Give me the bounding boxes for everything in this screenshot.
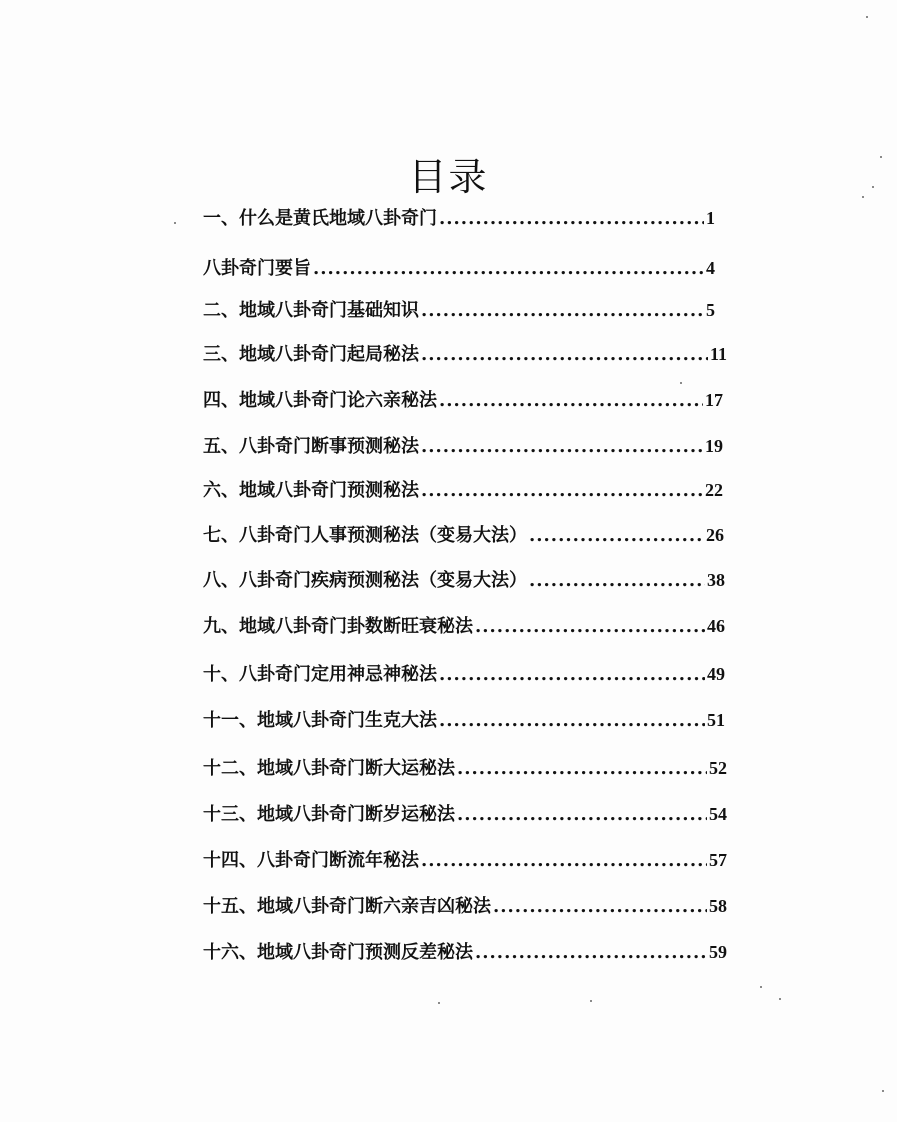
dot-leader bbox=[475, 942, 707, 963]
toc-entry bbox=[203, 521, 724, 547]
dot-leader bbox=[421, 436, 703, 457]
toc-entry-title: 四、地域八卦奇门论六亲秘法 bbox=[203, 390, 437, 411]
dot-leader bbox=[457, 804, 707, 825]
dot-leader bbox=[439, 390, 703, 411]
toc-entry bbox=[203, 938, 727, 964]
toc-entry bbox=[203, 892, 727, 918]
toc-entry bbox=[203, 612, 725, 638]
toc-page-number: 11 bbox=[709, 344, 727, 364]
dot-leader bbox=[313, 258, 704, 279]
toc-entry bbox=[203, 566, 725, 592]
scan-speck bbox=[866, 16, 868, 18]
toc-entry-title: 八卦奇门要旨 bbox=[203, 258, 311, 279]
toc-entry bbox=[203, 296, 715, 322]
toc-entry bbox=[203, 846, 727, 872]
scan-speck bbox=[438, 1002, 440, 1004]
scan-speck bbox=[882, 1090, 884, 1092]
toc-page-number: 54 bbox=[709, 804, 727, 824]
toc-page-number: 49 bbox=[707, 664, 725, 684]
toc-page-number: 22 bbox=[705, 480, 723, 500]
scan-speck bbox=[680, 382, 682, 384]
toc-entry-title: 十一、地域八卦奇门生克大法 bbox=[203, 710, 437, 731]
toc-page-number: 1 bbox=[706, 208, 715, 228]
toc-entry-title: 十二、地域八卦奇门断大运秘法 bbox=[203, 758, 455, 779]
toc-entry bbox=[203, 754, 727, 780]
toc-entry-title: 八、八卦奇门疾病预测秘法（变易大法） bbox=[203, 570, 527, 591]
dot-leader bbox=[421, 344, 708, 365]
toc-page-number: 26 bbox=[706, 525, 724, 545]
dot-leader bbox=[421, 850, 707, 871]
dot-leader bbox=[421, 480, 703, 501]
toc-page-number: 52 bbox=[709, 758, 727, 778]
dot-leader bbox=[529, 525, 704, 546]
toc-entry bbox=[203, 254, 715, 280]
toc-entry-title: 十、八卦奇门定用神忌神秘法 bbox=[203, 664, 437, 685]
dot-leader bbox=[439, 664, 705, 685]
toc-page-number: 58 bbox=[709, 896, 727, 916]
scan-speck bbox=[779, 998, 781, 1000]
scan-speck bbox=[590, 1000, 592, 1002]
toc-entry-title: 九、地域八卦奇门卦数断旺衰秘法 bbox=[203, 616, 473, 637]
dot-leader bbox=[457, 758, 707, 779]
dot-leader bbox=[439, 710, 705, 731]
dot-leader bbox=[475, 616, 705, 637]
toc-entry-title: 十六、地域八卦奇门预测反差秘法 bbox=[203, 942, 473, 963]
toc-entry-title: 七、八卦奇门人事预测秘法（变易大法） bbox=[203, 525, 527, 546]
toc-page-number: 38 bbox=[707, 570, 725, 590]
toc-entry-title: 六、地域八卦奇门预测秘法 bbox=[203, 480, 419, 501]
toc-entry-title: 二、地域八卦奇门基础知识 bbox=[203, 300, 419, 321]
scan-speck bbox=[880, 156, 882, 158]
toc-entry bbox=[203, 660, 725, 686]
toc-page-number: 19 bbox=[705, 436, 723, 456]
toc-entry-title: 十五、地域八卦奇门断六亲吉凶秘法 bbox=[203, 896, 491, 917]
toc-entry bbox=[203, 204, 715, 230]
toc-entry bbox=[203, 386, 723, 412]
toc-entry-title: 三、地域八卦奇门起局秘法 bbox=[203, 344, 419, 365]
toc-page-number: 46 bbox=[707, 616, 725, 636]
scan-speck bbox=[760, 986, 762, 988]
toc-entry-title: 五、八卦奇门断事预测秘法 bbox=[203, 436, 419, 457]
toc-page-number: 59 bbox=[709, 942, 727, 962]
toc-entry-title: 一、什么是黄氏地域八卦奇门 bbox=[203, 208, 437, 229]
toc-entry-title: 十四、八卦奇门断流年秘法 bbox=[203, 850, 419, 871]
scan-speck bbox=[174, 222, 176, 224]
toc-page-number: 51 bbox=[707, 710, 725, 730]
toc-entry-title: 十三、地域八卦奇门断岁运秘法 bbox=[203, 804, 455, 825]
scan-speck bbox=[862, 196, 864, 198]
dot-leader bbox=[493, 896, 707, 917]
dot-leader bbox=[529, 570, 705, 591]
dot-leader bbox=[439, 208, 704, 229]
dot-leader bbox=[421, 300, 704, 321]
toc-page-number: 5 bbox=[706, 300, 715, 320]
toc-page-number: 17 bbox=[705, 390, 723, 410]
toc-entry bbox=[203, 476, 723, 502]
toc-page-number: 4 bbox=[706, 258, 715, 278]
toc-entry bbox=[203, 340, 727, 366]
page-title: 目录 bbox=[408, 155, 489, 199]
toc-entry bbox=[203, 800, 727, 826]
toc-entry bbox=[203, 706, 725, 732]
scan-speck bbox=[872, 186, 874, 188]
toc-entry bbox=[203, 432, 723, 458]
toc-page-number: 57 bbox=[709, 850, 727, 870]
